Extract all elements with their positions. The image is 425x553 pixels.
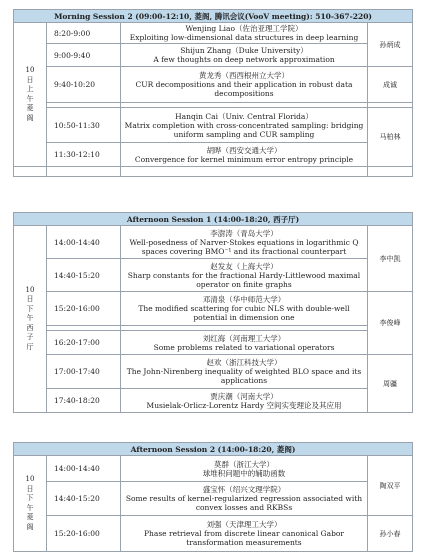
session-chair: 马柏林 (368, 108, 413, 167)
slot-time: 9:00-9:40 (47, 44, 121, 67)
slot-time: 15:20-16:00 (47, 292, 121, 326)
slot-time: 14:00-14:40 (47, 226, 121, 259)
talk-cell: 刘强（天津理工大学） Phase retrieval from discrete linear canonical Gabor transformation measurements (121, 516, 368, 552)
morning-session-header: Morning Session 2 (09:00-12:10, 菱阁, 腾讯会议(VooV meeting): 510-367-220) (14, 10, 413, 23)
afternoon-session-2-table (13, 442, 413, 552)
slot-time: 17:40-18:20 (47, 389, 121, 413)
talk-cell: 赵欢（浙江科技大学） The John-Nirenberg inequality of weighted BLO space and its applications (121, 355, 368, 389)
slot-time: 17:00-17:40 (47, 355, 121, 389)
talk-cell: Shijun Zhang（Duke University） A few thoughts on deep network approximation (121, 44, 368, 67)
slot-time: 9:40-10:20 (47, 67, 121, 103)
talk-cell: 李澍涛（青岛大学） Well-posedness of Narver-Stokes equations in logarithmic Q spaces covering BMO⁻¹ and its fractional counterpart (121, 226, 368, 259)
afternoon1-day-label: 10 日 下 午 西 子 厅 (14, 226, 47, 413)
slot-time: 14:40-15:20 (47, 259, 121, 292)
slot-time: 11:30-12:10 (47, 143, 121, 167)
morning-session-table (13, 9, 413, 177)
afternoon-session-1-table (13, 212, 413, 413)
talk-cell: Wenjing Liao（佐治亚理工学院） Exploiting low-dimensional data structures in deep learning (121, 23, 368, 44)
session-chair: 李俊峰 (368, 292, 413, 355)
slot-time: 16:20-17:00 (47, 331, 121, 355)
talk-cell: 盛宝怀（绍兴文理学院） Some results of kernel-regularized regression associated with convex losses and RKBSs (121, 482, 368, 516)
talk-cell: 赵发友（上海大学） Sharp constants for the fractional Hardy-Littlewood maximal operator on finite graphs (121, 259, 368, 292)
session-chair: 孙炳成 (368, 23, 413, 67)
session-chair: 李中凯 (368, 226, 413, 292)
slot-time: 15:20-16:00 (47, 516, 121, 552)
afternoon-session-2-header: Afternoon Session 2 (14:00-18:20, 菱阁) (14, 443, 413, 456)
talk-cell: 刘红海（河南理工大学） Some problems related to variational operators (121, 331, 368, 355)
session-chair: 陶双平 (368, 456, 413, 516)
session-chair: 孙小春 (368, 516, 413, 552)
talk-cell: 黄龙秀（西西根州立大学） CUR decompositions and their application in robust data decompositions (121, 67, 368, 103)
talk-cell: Hanqin Cai（Univ. Central Florida） Matrix completion with cross-concentrated sampling: bridging uniform sampling and CUR sampling (121, 108, 368, 143)
slot-time: 8:20-9:00 (47, 23, 121, 44)
talk-cell: 邓清泉（华中师范大学） The modified scattering for cubic NLS with double-well potential in dimension one (121, 292, 368, 326)
talk-cell: 莫群（浙江大学） 球堆积问题中的辅助函数 (121, 456, 368, 482)
slot-time: 14:00-14:40 (47, 456, 121, 482)
slot-time: 10:50-11:30 (47, 108, 121, 143)
afternoon2-day-label: 10 日 下 午 菱 阁 (14, 456, 47, 552)
morning-day-label: 10 日 上 午 菱 阁 (14, 23, 47, 167)
talk-cell: 贾庆潮（河南大学） Musielak-Orlicz-Lorentz Hardy 空间实变理论及其应用 (121, 389, 368, 413)
session-chair: 周疆 (368, 355, 413, 413)
slot-time: 14:40-15:20 (47, 482, 121, 516)
talk-cell: 胡晔（西安交通大学） Convergence for kernel minimum error entropy principle (121, 143, 368, 167)
session-chair: 成诚 (368, 67, 413, 103)
afternoon-session-1-header: Afternoon Session 1 (14:00-18:20, 西子厅) (14, 213, 413, 226)
